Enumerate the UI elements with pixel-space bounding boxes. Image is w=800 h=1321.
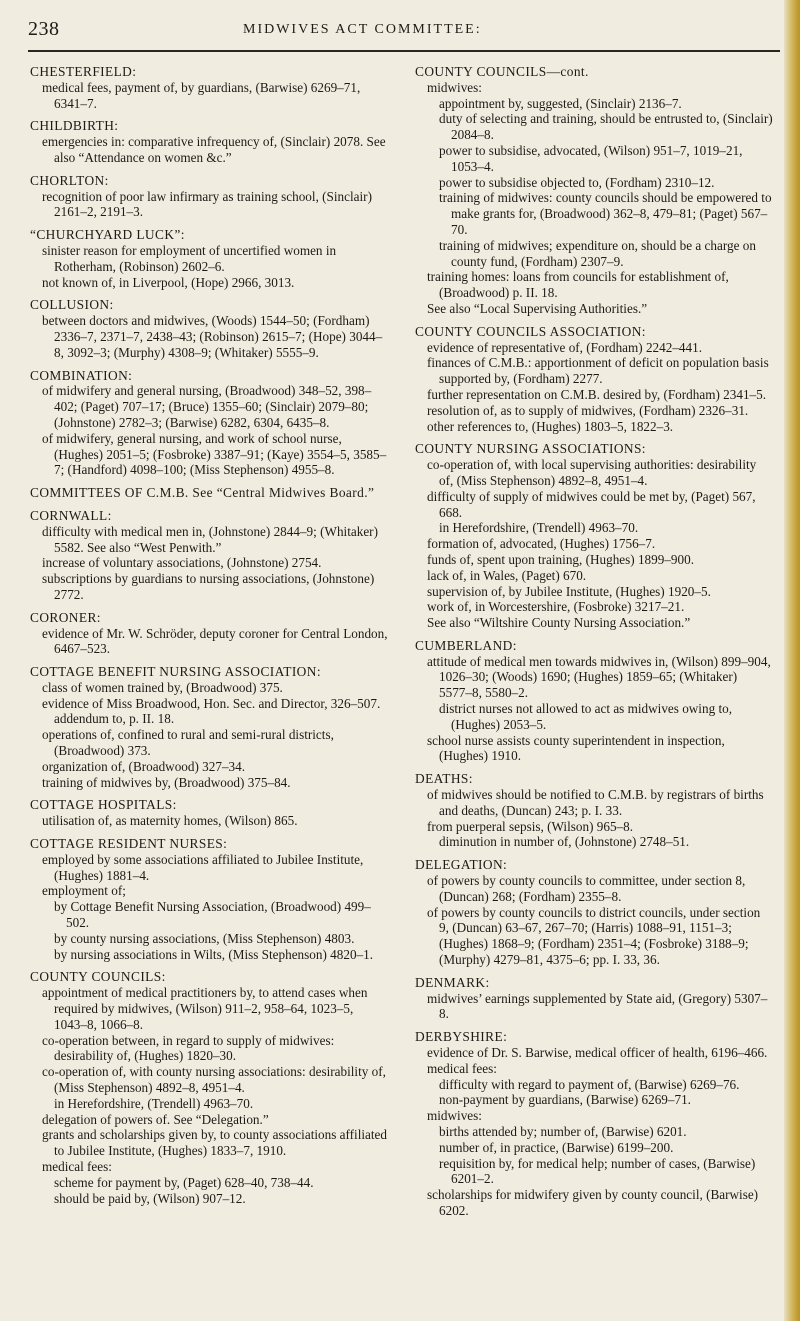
entry-line: finances of C.M.B.: apportionment of deficit on population basis supported by, (Fordham) 2277. xyxy=(427,355,769,387)
entry-line: not known of, in Liverpool, (Hope) 2966, 3013. xyxy=(42,274,295,290)
entry-line: further representation on C.M.B. desired by, (Fordham) 2341–5. xyxy=(427,386,767,402)
running-head: MIDWIVES ACT COMMITTEE: xyxy=(243,22,482,37)
entry-line: delegation of powers of. See “Delegation.” xyxy=(42,1111,269,1127)
left-column xyxy=(30,64,388,1213)
entry-line: employment of; xyxy=(42,883,126,899)
entry-line: lack of, in Wales, (Paget) 670. xyxy=(427,567,587,583)
entry-line: difficulty of supply of midwives could be met by, (Paget) 567, 668. xyxy=(427,488,756,520)
entry-subline: requisition by, for medical help; number of cases, (Barwise) 6201–2. xyxy=(439,1155,756,1187)
entry-heading: “CHURCHYARD LUCK”: xyxy=(30,227,185,243)
entry-subline: difficulty with regard to payment of, (Barwise) 6269–76. xyxy=(439,1076,740,1092)
entry-line: evidence of Dr. S. Barwise, medical officer of health, 6196–466. xyxy=(427,1045,768,1061)
entry-heading: DERBYSHIRE: xyxy=(415,1029,508,1045)
entry-heading: COUNTY COUNCILS—cont. xyxy=(415,64,589,79)
index-entry xyxy=(415,324,773,435)
entry-subline: appointment by, suggested, (Sinclair) 2136–7. xyxy=(439,95,682,111)
index-entry xyxy=(30,227,388,290)
entry-line: medical fees, payment of, by guardians, (Barwise) 6269–71, 6341–7. xyxy=(42,79,361,111)
page-header xyxy=(28,10,783,46)
entry-line: See also “Wiltshire County Nursing Association.” xyxy=(427,615,691,631)
entry-subline: training of midwives; expenditure on, should be a charge on county fund, (Fordham) 2307–9. xyxy=(439,237,756,269)
entry-subline: by nursing associations in Wilts, (Miss Stephenson) 4820–1. xyxy=(54,946,374,962)
entry-subline: number of, in practice, (Barwise) 6199–200. xyxy=(439,1139,674,1155)
index-entry xyxy=(415,857,773,968)
header-rule xyxy=(28,50,780,52)
entry-line: grants and scholarships given by, to county associations affiliated to Jubilee Institute, (Hughes) 1833–7, 1910. xyxy=(42,1127,387,1159)
entry-line: of midwifery, general nursing, and work of school nurse, (Hughes) 2051–5; (Fosbroke) 3387–91; (Kaye) 3554–5, 3585–7; (Handford) 4098–100; (Miss Stephenson) 4955–8. xyxy=(42,430,387,478)
index-entry xyxy=(30,297,388,360)
entry-line: training homes: loans from councils for establishment of, (Broadwood) p. II. 18. xyxy=(427,269,729,301)
index-entry xyxy=(30,664,388,790)
entry-line: medical fees: xyxy=(42,1159,112,1174)
entry-line: midwives’ earnings supplemented by State aid, (Gregory) 5307–8. xyxy=(427,990,768,1022)
index-entry xyxy=(415,64,773,317)
entry-line: attitude of medical men towards midwives in, (Wilson) 899–904, 1026–30; (Woods) 1690; (Hughes) 1859–65; (Whitaker) 5577–8, 5580–2. xyxy=(427,653,771,701)
index-entry xyxy=(30,969,388,1206)
entry-heading: COTTAGE RESIDENT NURSES: xyxy=(30,836,228,852)
index-entry xyxy=(30,797,388,829)
entry-heading: COTTAGE BENEFIT NURSING ASSOCIATION: xyxy=(30,664,321,680)
entry-line: supervision of, by Jubilee Institute, (Hughes) 1920–5. xyxy=(427,583,711,599)
entry-heading: DEATHS: xyxy=(415,771,473,787)
index-entry xyxy=(30,508,388,603)
entry-heading: COTTAGE HOSPITALS: xyxy=(30,797,177,813)
entry-line: resolution of, as to supply of midwives, (Fordham) 2326–31. xyxy=(427,402,749,418)
entry-line: medical fees: xyxy=(427,1060,497,1076)
entry-line: emergencies in: comparative infrequency of, (Sinclair) 2078. See also “Attendance on women &c.” xyxy=(42,134,386,165)
page-binding-edge xyxy=(784,0,800,1321)
entry-line: appointment of medical practitioners by, to attend cases when required by midwives, (Wilson) 911–2, 958–64, 1023–5, 1043–8, 1066–8. xyxy=(42,985,368,1032)
entry-line: midwives: xyxy=(427,1108,482,1124)
index-entry xyxy=(30,485,388,501)
index-entry xyxy=(415,638,773,764)
entry-heading: DENMARK: xyxy=(415,974,490,990)
entry-heading: CHORLTON: xyxy=(30,172,109,188)
entry-line: co-operation of, with local supervising authorities: desirability of, (Miss Stephenson) 4892–8, 4951–4. xyxy=(427,457,757,488)
entry-line: of midwifery and general nursing, (Broadwood) 348–52, 398–402; (Paget) 707–17; (Bruce) 1355–60; (Sinclair) 2079–80; (Johnstone) 2782–3; (Barwise) 6282, 6304, 6435–8. xyxy=(42,383,372,430)
entry-subline: in Herefordshire, (Trendell) 4963–70. xyxy=(54,1095,254,1111)
entry-subline: diminution in number of, (Johnstone) 2748–51. xyxy=(439,834,690,850)
entry-line: operations of, confined to rural and semi-rural districts, (Broadwood) 373. xyxy=(42,727,334,759)
entry-subline: power to subsidise objected to, (Fordham) 2310–12. xyxy=(439,174,715,190)
index-entry xyxy=(30,118,388,165)
entry-line: other references to, (Hughes) 1803–5, 1822–3. xyxy=(427,418,674,434)
entry-line: utilisation of, as maternity homes, (Wilson) 865. xyxy=(42,813,298,829)
entry-subline: duty of selecting and training, should be entrusted to, (Sinclair) 2084–8. xyxy=(439,111,773,143)
entry-line: of powers by county councils to committee, under section 8, (Duncan) 268; (Fordham) 2355–8. xyxy=(427,873,746,904)
entry-line: between doctors and midwives, (Woods) 1544–50; (Fordham) 2336–7, 2371–7, 2438–43; (Robinson) 2615–7; (Hope) 3044–8, 3092–3; (Murphy) 4308–9; (Whitaker) 5555–9. xyxy=(42,313,383,360)
entry-line: evidence of Mr. W. Schröder, deputy coroner for Central London, 6467–523. xyxy=(42,625,388,657)
entry-line: of midwives should be notified to C.M.B. by registrars of births and deaths, (Duncan) 243; p. I. 33. xyxy=(427,787,764,818)
index-entry xyxy=(30,610,388,657)
entry-line: scholarships for midwifery given by county council, (Barwise) 6202. xyxy=(427,1187,759,1218)
index-entry xyxy=(415,771,773,850)
entry-heading: CORNWALL: xyxy=(30,507,112,523)
entry-heading: DELEGATION: xyxy=(415,857,508,873)
entry-line: midwives: xyxy=(427,79,482,95)
entry-line: evidence of Miss Broadwood, Hon. Sec. and Director, 326–507. xyxy=(42,695,381,711)
entry-heading: CHESTERFIELD: xyxy=(30,64,137,79)
entry-line: increase of voluntary associations, (Johnstone) 2754. xyxy=(42,555,322,571)
entry-heading: COUNTY COUNCILS: xyxy=(30,969,166,985)
entry-line: funds of, spent upon training, (Hughes) 1899–900. xyxy=(427,551,695,567)
index-entry xyxy=(415,975,773,1022)
entry-heading: COUNTY NURSING ASSOCIATIONS: xyxy=(415,441,646,457)
entry-line: from puerperal sepsis, (Wilson) 965–8. xyxy=(427,818,634,834)
index-entry xyxy=(30,173,388,220)
entry-heading: COUNTY COUNCILS ASSOCIATION: xyxy=(415,323,646,339)
entry-subline: by county nursing associations, (Miss Stephenson) 4803. xyxy=(54,930,355,946)
index-entry xyxy=(30,64,388,111)
entry-heading: CHILDBIRTH: xyxy=(30,118,119,134)
index-entry xyxy=(30,836,388,962)
entry-line: class of women trained by, (Broadwood) 375. xyxy=(42,679,283,695)
entry-line: evidence of representative of, (Fordham) 2242–441. xyxy=(427,339,703,355)
entry-line: See also “Local Supervising Authorities.” xyxy=(427,300,648,316)
entry-line: of powers by county councils to district councils, under section 9, (Duncan) 63–67, 267–70; (Harris) 1088–91, 1151–3; (Hughes) 1868–9; (Fordham) 2351–4; (Fosbroke) 3188–9; (Murphy) 4279–81, 4375–6; pp. I. 33, 36. xyxy=(427,904,761,968)
entry-heading: CORONER: xyxy=(30,609,101,625)
entry-subline: scheme for payment by, (Paget) 628–40, 738–44. xyxy=(54,1174,314,1190)
entry-line: recognition of poor law infirmary as training school, (Sinclair) 2161–2, 2191–3. xyxy=(42,188,372,220)
right-column xyxy=(415,64,773,1226)
entry-line: difficulty with medical men in, (Johnstone) 2844–9; (Whitaker) 5582. See also “West Penwith.” xyxy=(42,523,378,555)
entry-line: work of, in Worcestershire, (Fosbroke) 3217–21. xyxy=(427,599,685,615)
entry-line: formation of, advocated, (Hughes) 1756–7. xyxy=(427,536,656,552)
entry-line: organization of, (Broadwood) 327–34. xyxy=(42,758,246,774)
index-entry xyxy=(415,1029,773,1219)
entry-heading: CUMBERLAND: xyxy=(415,637,517,653)
entry-line: co-operation between, in regard to supply of midwives: desirability of, (Hughes) 1820–30. xyxy=(42,1032,335,1064)
entry-heading: COLLUSION: xyxy=(30,297,114,313)
page-number: 238 xyxy=(28,18,60,40)
entry-heading: COMBINATION: xyxy=(30,367,133,383)
index-entry xyxy=(415,441,773,631)
entry-subline: training of midwives: county councils should be empowered to make grants for, (Broadwood) 362–8, 479–81; (Paget) 567–70. xyxy=(439,190,772,237)
entry-subline: in Herefordshire, (Trendell) 4963–70. xyxy=(439,520,639,536)
entry-subline: births attended by; number of, (Barwise) 6201. xyxy=(439,1124,687,1139)
entry-line: school nurse assists county superintendent in inspection, (Hughes) 1910. xyxy=(427,732,725,764)
entry-line: co-operation of, with county nursing associations: desirability of, (Miss Stephenson) 4892–8, 4951–4. xyxy=(42,1064,386,1096)
index-entry xyxy=(30,368,388,479)
entry-subline: addendum to, p. II. 18. xyxy=(54,711,175,727)
entry-line: employed by some associations affiliated to Jubilee Institute, (Hughes) 1881–4. xyxy=(42,851,364,883)
entry-heading: COMMITTEES OF C.M.B. See “Central Midwives Board.” xyxy=(30,485,375,501)
entry-subline: should be paid by, (Wilson) 907–12. xyxy=(54,1190,246,1206)
entry-subline: non-payment by guardians, (Barwise) 6269–71. xyxy=(439,1092,691,1108)
entry-line: training of midwives by, (Broadwood) 375–84. xyxy=(42,774,291,790)
entry-subline: power to subsidise, advocated, (Wilson) 951–7, 1019–21, 1053–4. xyxy=(439,142,743,174)
entry-line: subscriptions by guardians to nursing associations, (Johnstone) 2772. xyxy=(42,571,375,602)
entry-line: sinister reason for employment of uncertified women in Rotherham, (Robinson) 2602–6. xyxy=(42,242,337,274)
entry-subline: district nurses not allowed to act as midwives owing to, (Hughes) 2053–5. xyxy=(439,701,733,732)
entry-subline: by Cottage Benefit Nursing Association, (Broadwood) 499–502. xyxy=(54,899,371,931)
